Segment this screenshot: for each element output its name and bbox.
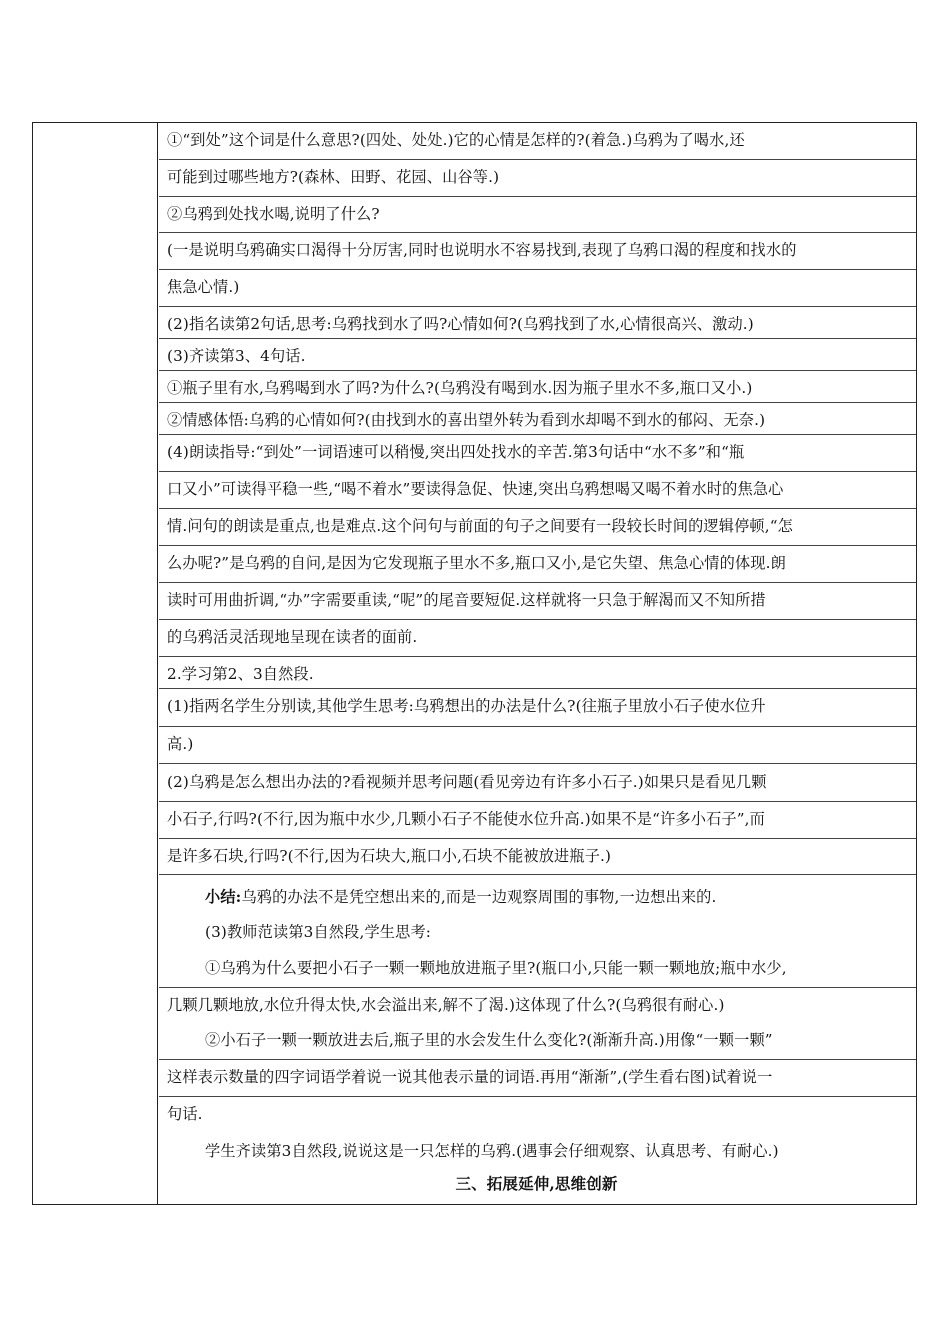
summary-label: 小结: — [205, 888, 242, 906]
text-line: ②情感体悟:乌鸦的心情如何?(由找到水的喜出望外转为看到水却喝不到水的郁闷、无奈.) — [167, 411, 766, 429]
text-line: (2)指名读第2句话,思考:乌鸦找到水了吗?心情如何?(乌鸦找到了水,心情很高兴、激动.) — [167, 315, 754, 333]
text-line: ①“到处”这个词是什么意思?(四处、处处.)它的心情是怎样的?(着急.)乌鸦为了喝水,还 — [167, 131, 745, 149]
text-line: (一是说明乌鸦确实口渴得十分厉害,同时也说明水不容易找到,表现了乌鸦口渴的程度和找水的 — [167, 241, 797, 259]
text-line: 句话. — [167, 1105, 203, 1123]
text-line: 情.问句的朗读是重点,也是难点.这个问句与前面的句子之间要有一段较长时间的逻辑停顿,“怎 — [167, 517, 793, 535]
summary-text: 乌鸦的办法不是凭空想出来的,而是一边观察周围的事物,一边想出来的. — [241, 888, 717, 906]
text-line: 口又小”可读得平稳一些,“喝不着水”要读得急促、快速,突出乌鸦想喝又喝不着水时的焦急心 — [167, 480, 784, 498]
text-line: 高.) — [167, 735, 194, 753]
text-line: ②小石子一颗一颗放进去后,瓶子里的水会发生什么变化?(渐渐升高.)用像“一颗一颗” — [205, 1031, 773, 1049]
text-line: 几颗几颗地放,水位升得太快,水会溢出来,解不了渴.)这体现了什么?(乌鸦很有耐心.) — [167, 996, 725, 1014]
summary-line — [205, 882, 906, 912]
table-left-column — [33, 123, 158, 1204]
text-line: 焦急心情.) — [167, 278, 240, 296]
text-line: ②乌鸦到处找水喝,说明了什么? — [167, 205, 380, 223]
lesson-table — [32, 122, 917, 1205]
text-line: ①乌鸦为什么要把小石子一颗一颗地放进瓶子里?(瓶口小,只能一颗一颗地放;瓶中水少, — [205, 959, 787, 977]
text-line: 是许多石块,行吗?(不行,因为石块大,瓶口小,石块不能被放进瓶子.) — [167, 847, 612, 865]
text-line: (2)乌鸦是怎么想出办法的?看视频并思考问题(看见旁边有许多小石子.)如果只是看见几颗 — [167, 773, 767, 791]
text-line: 么办呢?”是乌鸦的自问,是因为它发现瓶子里水不多,瓶口又小,是它失望、焦急心情的体现.朗 — [167, 554, 786, 572]
text-line: 2.学习第2、3自然段. — [167, 665, 314, 683]
text-line: 学生齐读第3自然段,说说这是一只怎样的乌鸦.(遇事会仔细观察、认真思考、有耐心.) — [205, 1142, 779, 1160]
text-line: 的乌鸦活灵活现地呈现在读者的面前. — [167, 628, 418, 646]
section-heading: 三、拓展延伸,思维创新 — [455, 1174, 618, 1193]
table-content-cell — [159, 123, 916, 1204]
text-line: 可能到过哪些地方?(森林、田野、花园、山谷等.) — [167, 168, 500, 186]
text-line: 读时可用曲折调,“办”字需要重读,“呢”的尾音要短促.这样就将一只急于解渴而又不知所措 — [167, 591, 766, 609]
text-line: (3)教师范读第3自然段,学生思考: — [205, 923, 432, 941]
text-line: (4)朗读指导:“到处”一词语速可以稍慢,突出四处找水的辛苦.第3句话中“水不多”和“瓶 — [167, 443, 745, 461]
text-line: (3)齐读第3、4句话. — [167, 347, 306, 365]
text-line: (1)指两名学生分别读,其他学生思考:乌鸦想出的办法是什么?(往瓶子里放小石子使水位升 — [167, 697, 766, 715]
text-line: ①瓶子里有水,乌鸦喝到水了吗?为什么?(乌鸦没有喝到水.因为瓶子里水不多,瓶口又小.) — [167, 379, 753, 397]
text-line: 这样表示数量的四字词语学着说一说其他表示量的词语.再用“渐渐”,(学生看右图)试着说一 — [167, 1068, 773, 1086]
text-line: 小石子,行吗?(不行,因为瓶中水少,几颗小石子不能使水位升高.)如果不是“许多小石子”,而 — [167, 810, 765, 828]
